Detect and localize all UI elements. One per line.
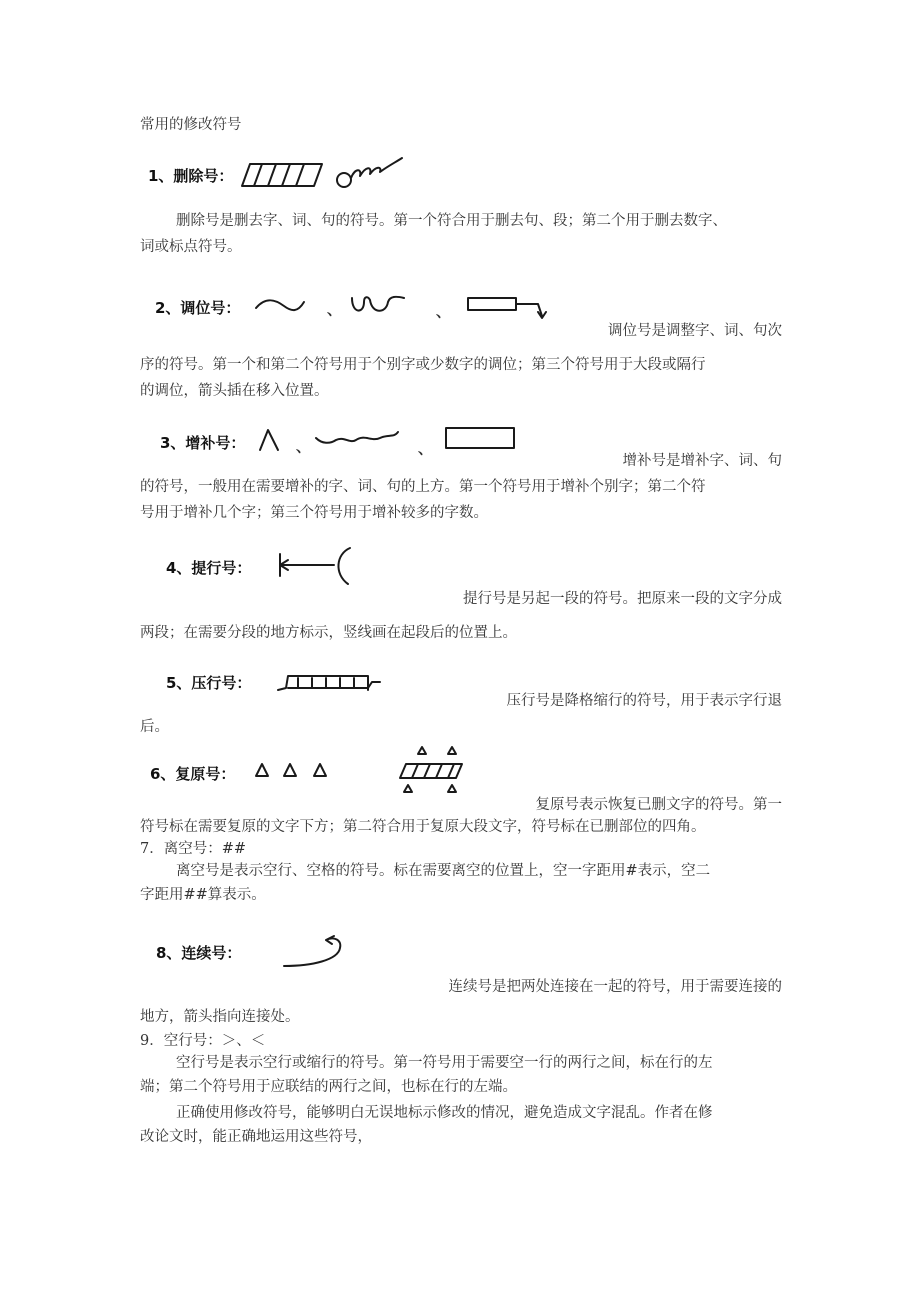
separator: 、: [327, 302, 342, 319]
page-title: 常用的修改符号: [140, 117, 242, 133]
para-indent-1: 压行号是降格缩行的符号，用于表示字行退: [506, 693, 782, 709]
separator: 、: [296, 439, 311, 456]
para-insertion-1: 增补号是增补字、词、句: [622, 453, 782, 469]
wave-transpose-icon: [352, 297, 404, 311]
separator: 、: [436, 304, 451, 321]
deletion-mark-symbols: [240, 160, 410, 190]
heading-blankline-mark: 9．空行号：＞、＜: [140, 1033, 266, 1049]
para-blankline-2: 端；第二个符号用于应联结的两行之间，也标在行的左端。: [140, 1079, 517, 1095]
indent-icon: [278, 676, 380, 690]
para-blankline-1: 空行号是表示空行或缩行的符号。第一符号用于需要空一行的两行之间，标在行的左: [176, 1055, 713, 1071]
label-restore-mark: 6、复原号：: [150, 765, 236, 783]
label-transpose-mark: 2、调位号：: [155, 299, 241, 317]
label-deletion-mark: 1、删除号：: [148, 167, 234, 185]
para-restore-2: 符号标在需要复原的文字下方；第二符合用于复原大段文字，符号标在已删部位的四角。: [140, 819, 706, 835]
para-connect-1: 连续号是把两处连接在一起的符号，用于需要连接的: [448, 979, 782, 995]
para-indent-2: 后。: [140, 719, 169, 735]
loop-delete-icon: [337, 158, 402, 187]
box-arrow-transpose-icon: [468, 298, 546, 318]
para-deletion-2: 词或标点符号。: [140, 239, 242, 255]
label-insertion-mark: 3、增补号：: [160, 434, 246, 452]
caret-insert-icon: [260, 430, 278, 450]
triangle-icon: [256, 764, 326, 776]
triangle-icon: [418, 747, 456, 754]
connect-mark-symbol: [282, 934, 352, 970]
newline-icon: [280, 548, 350, 584]
label-connect-mark: 8、连续号：: [156, 944, 242, 962]
separator: 、: [418, 441, 433, 458]
restore-mark-symbols: [250, 742, 480, 798]
heading-space-mark: 7．离空号：##: [140, 841, 247, 857]
para-closing-1: 正确使用修改符号，能够明白无误地标示修改的情况，避免造成文字混乱。作者在修: [176, 1105, 713, 1121]
para-restore-1: 复原号表示恢复已删文字的符号。第一: [535, 797, 782, 813]
connect-arrow-icon: [284, 936, 340, 966]
triangle-icon: [404, 785, 456, 792]
para-space-1: 离空号是表示空行、空格的符号。标在需要离空的位置上，空一字距用#表示，空二: [176, 863, 711, 879]
hatched-bar-icon: [242, 164, 322, 186]
para-insertion-3: 号用于增补几个字；第三个符号用于增补较多的字数。: [140, 505, 488, 521]
para-space-2: 字距用##算表示。: [140, 887, 266, 903]
para-transpose-2: 序的符号。第一个和第二个符号用于个别字或少数字的调位；第三个符号用于大段或隔行: [140, 357, 706, 373]
curve-insert-icon: [316, 432, 398, 443]
para-connect-2: 地方，箭头指向连接处。: [140, 1009, 300, 1025]
transpose-mark-symbols: [252, 292, 552, 322]
label-newline-mark: 4、提行号：: [166, 559, 252, 577]
box-insert-icon: [446, 428, 514, 448]
para-newline-2: 两段；在需要分段的地方标示，竖线画在起段后的位置上。: [140, 625, 517, 641]
para-deletion-1: 删除号是删去字、词、句的符号。第一个符合用于删去句、段；第二个用于删去数字、: [176, 213, 727, 229]
para-transpose-3: 的调位，箭头插在移入位置。: [140, 383, 329, 399]
newline-mark-symbol: [276, 544, 366, 588]
para-newline-1: 提行号是另起一段的符号。把原来一段的文字分成: [463, 591, 782, 607]
hatched-bar-icon: [400, 764, 462, 778]
para-transpose-1: 调位号是调整字、词、句次: [608, 323, 782, 339]
label-indent-mark: 5、压行号：: [166, 674, 252, 692]
para-insertion-2: 的符号，一般用在需要增补的字、词、句的上方。第一个符号用于增补个别字；第二个符: [140, 479, 706, 495]
indent-mark-symbol: [276, 668, 386, 696]
para-closing-2: 改论文时，能正确地运用这些符号，: [140, 1129, 372, 1145]
tilde-transpose-icon: [256, 300, 304, 310]
